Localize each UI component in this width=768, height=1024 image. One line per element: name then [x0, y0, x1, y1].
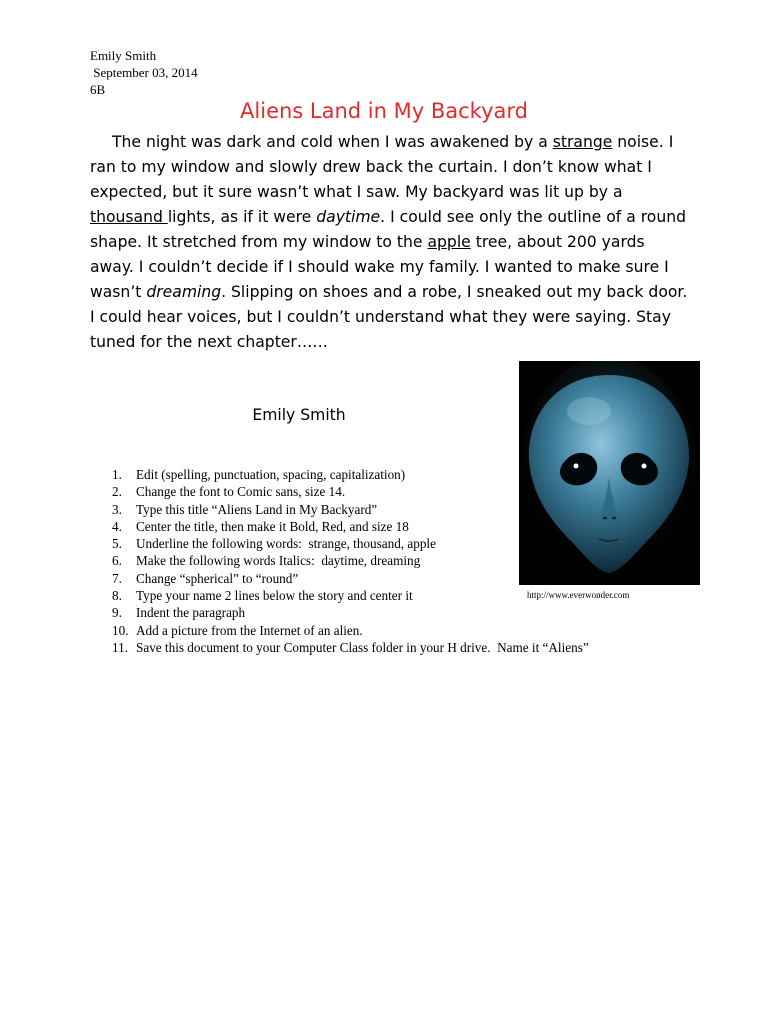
- instruction-item: [112, 518, 589, 535]
- instruction-text: Change the font to Comic sans, size 14.: [136, 484, 346, 500]
- story-text-2: noise. I ran to my window and slowly drew back the curtain. I don’t know what I expected, but it sure wasn’t what I saw. My backyard was lit up by a: [90, 133, 674, 201]
- instruction-item: [112, 466, 589, 483]
- story-text-4: . I could see only the outline of a round shape. It stretched from my window to the: [90, 208, 686, 251]
- story-body: [90, 130, 690, 355]
- instruction-item: [112, 604, 589, 621]
- instruction-number: 6.: [112, 553, 122, 569]
- author-name: Emily Smith: [90, 48, 157, 63]
- instruction-number: 11.: [112, 639, 128, 655]
- instruction-item: [112, 483, 589, 500]
- instruction-text: Edit (spelling, punctuation, spacing, capitalization): [136, 467, 406, 482]
- instruction-item: [112, 570, 589, 587]
- instruction-item: [112, 587, 589, 604]
- instruction-text: Underline the following words: strange, thousand, apple: [136, 536, 436, 552]
- italic-word-daytime: daytime: [316, 208, 381, 226]
- underlined-word-thousand: thousand: [90, 208, 168, 226]
- instruction-number: 5.: [112, 536, 122, 552]
- instruction-text: Type this title “Aliens Land in My Backyard”: [136, 501, 378, 517]
- instruction-number: 8.: [112, 588, 122, 604]
- signature: Emily Smith: [252, 406, 346, 424]
- instruction-number: 1.: [112, 467, 122, 482]
- instruction-text: Make the following words Italics: daytime, dreaming: [136, 553, 421, 569]
- instruction-number: 7.: [112, 570, 122, 586]
- document-date: September 03, 2014: [90, 65, 198, 80]
- instruction-number: 10.: [112, 622, 129, 638]
- instruction-number: 4.: [112, 518, 122, 534]
- instruction-text: Add a picture from the Internet of an alien.: [136, 622, 363, 638]
- story-text-1: The night was dark and cold when I was awakened by a: [112, 133, 553, 151]
- italic-word-dreaming: dreaming: [146, 283, 222, 301]
- instruction-number: 3.: [112, 501, 122, 517]
- instruction-text: Indent the paragraph: [136, 605, 246, 621]
- instruction-item: [112, 639, 589, 656]
- story-paragraph: [90, 130, 690, 355]
- underlined-word-strange: strange: [552, 133, 613, 151]
- story-text-6: . Slipping on shoes and a robe, I sneaked out my back door. I could hear voices, but I couldn’t understand what they were saying. Stay tuned for the next chapter……: [90, 283, 688, 351]
- instruction-text: Change “spherical” to “round”: [136, 570, 299, 586]
- instruction-item: [112, 501, 589, 518]
- image-caption[interactable]: http://www.everwonder.com: [527, 590, 630, 600]
- story-text-5: tree, about 200 yards away. I couldn’t decide if I should wake my family. I wanted to make sure I wasn’t: [90, 233, 669, 301]
- instruction-text: Type your name 2 lines below the story and center it: [136, 588, 413, 604]
- class-label: 6B: [90, 82, 106, 97]
- underlined-word-apple: apple: [427, 233, 471, 251]
- story-text-3: lights, as if it were: [167, 208, 317, 226]
- instruction-list: [112, 466, 589, 656]
- instruction-text: Save this document to your Computer Class folder in your H drive. Name it “Aliens”: [136, 639, 589, 655]
- alien-head-illustration: [519, 361, 700, 585]
- instruction-number: 2.: [112, 484, 122, 500]
- alien-image: [519, 361, 700, 585]
- instruction-item: [112, 535, 589, 552]
- story-title: Aliens Land in My Backyard: [240, 99, 528, 123]
- instruction-text: Center the title, then make it Bold, Red, and size 18: [136, 518, 409, 534]
- instruction-number: 9.: [112, 605, 122, 621]
- instruction-item: [112, 622, 589, 639]
- document-header: [90, 47, 198, 98]
- instruction-item: [112, 552, 589, 569]
